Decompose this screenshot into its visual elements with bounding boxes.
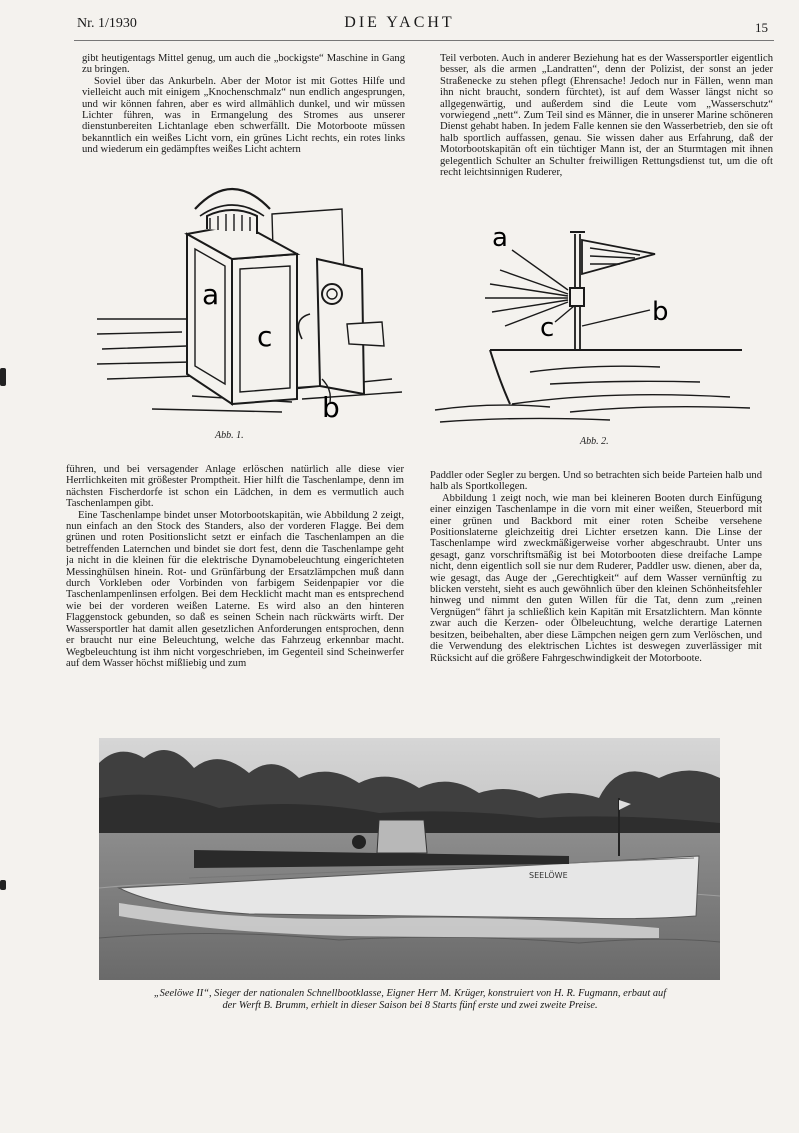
header-rule	[74, 40, 774, 41]
paragraph: Abbildung 1 zeigt noch, wie man bei kleineren Booten durch Einfügung einer einzigen Taschenlampe in die vorn mit einer weißen, Steuerbord mit einer grünen und Backbord mit einer roten Scheibe versehene Positionslaterne gleichzeitig drei Lichter ersetzen kann. Die Linse der Taschenlampe wird zweckmäßigerweise vorher abgeschraubt. Unter uns gesagt, ganz vorschriftsmäßig ist bei Motorbooten diese dreifache Lampe nicht, denn eigentlich soll sie nur dem Ruderer, Paddler usw. dienen, aber da, wie gesagt, das Auge der „Gerechtigkeit“ auf dem Wasser vernünftig zu blicken versteht, sieht es auch gewöhnlich über den kleinen Schönheitsfehler hinweg und nimmt den guten Willen für die Tat, denn zum „reinen Vergnügen“ fährt ja schließlich kein Kapitän mit Ersatzlichtern. Man könnte zwar auch die Kerzen- oder Ölbeleuchtung, welche derartige Laternen besitzen, beibehalten, aber diese Lämpchen neigen gern zum Verlöschen, und die Verwendung des elektrischen Lichtes ist deswegen zuverlässiger mit Rücksicht auf die größere Fahrgeschwindigkeit der Motorboote.	[430, 492, 762, 664]
motorboat-photo	[99, 738, 720, 980]
paragraph: gibt heutigentags Mittel genug, um auch die „bockigste“ Maschine in Gang zu bringen.	[82, 53, 405, 76]
figure-2-label-b: b	[652, 297, 669, 327]
bottom-right-column	[430, 470, 762, 700]
figure-2-label-c: c	[540, 313, 555, 343]
figure-1-caption: Abb. 1.	[215, 430, 244, 441]
binding-hole-mark	[0, 880, 6, 890]
journal-title: DIE YACHT	[344, 14, 455, 31]
photo-caption	[90, 988, 730, 1012]
paragraph: Paddler oder Segler zu bergen. Und so betrachten sich beide Parteien halb und halb als Sportkollegen.	[430, 470, 762, 493]
photo-caption-line-1: „Seelöwe II“, Sieger der nationalen Schnellbootklasse, Eigner Herr M. Krüger, konstruiert von H. R. Fugmann, erbaut auf	[153, 988, 667, 999]
figure-1-label-b: b	[322, 391, 340, 424]
issue-number: Nr. 1/1930	[77, 16, 137, 31]
paragraph: Eine Taschenlampe bindet unser Motorbootskapitän, wie Abbildung 2 zeigt, nun einfach an den Stock des Standers, also der vorderen Flagge. Bei dem grünen und roten Positionslicht setzt er einfach die Taschenlampen an die betreffenden Laternchen und bindet sie dort fest, denn die Taschenlampe geht ja nicht in die kleinen für die elektrische Dynamobeleuchtung eingerichteten Messinghülsen hinein. Rot- und Grünfärbung der Ersatzlämpchen muß dann durch Vorkleben oder Vorbinden von farbigem Seidenpapier vor die Taschenlampenlinsen erfolgen. Bei dem Hecklicht macht man es entsprechend wie bei der vorderen weißen Laterne. Es wird also an den hinteren Flaggenstock gebunden, so daß es seinen Schein nach rückwärts wirft. Der Wassersportler hat damit allen gesetzlichen Anforderungen entsprochen, denn er braucht nur eine Beleuchtung, welche das Fahrzeug erkennbar macht. Wegbeleuchtung ist ihm nicht vorgeschrieben, im Gegenteil sind Scheinwerfer auf dem Wasser höchst mißliebig und zum	[66, 509, 404, 669]
motorboat-photo-illustration	[99, 738, 720, 980]
top-right-column	[440, 53, 773, 203]
paragraph: Teil verboten. Auch in anderer Beziehung hat es der Wassersportler eigentlich besser, als die armen „Landratten“, denn der Polizist, der sonst an jeder Straßenecke zu stehen pflegt (Ehrensache! Jedoch nur in Fällen, wenn man ihn nicht braucht, sondern fürchtet), ist auf dem Wasser längst nicht so allgegenwärtig, und außerdem sind die Leute vom „Wasserschutz“ vorwiegend „nett“. Zum Teil sind es Männer, die in unserer Marine schöneren Dienst gehabt haben. In jedem Falle kennen sie den Wasserbetrieb, den sie oft halb sportlich auffassen, genau. Sie wissen daher aus Erfahrung, daß der Motorbootskapitän oft ein tüchtiger Mann ist, der an Sturmtagen mit ihnen gelegentlich Schulter an Schulter freiwilligen Rettungsdienst tut, um die oft recht leichtsinnigen Ruderer,	[440, 53, 773, 179]
top-left-column	[82, 53, 405, 173]
page-number: 15	[755, 20, 768, 35]
figure-1-label-a: a	[202, 278, 220, 311]
binding-hole-mark	[0, 368, 6, 386]
figure-1-lantern-drawing	[92, 174, 422, 424]
bottom-left-column	[66, 464, 404, 700]
figure-2-caption: Abb. 2.	[580, 436, 609, 447]
boat-name: SEELÖWE	[529, 871, 568, 880]
photo-caption-line-2: der Werft B. Brumm, erhielt in dieser Saison bei 8 Starts fünf erste und zwei zweite Preise.	[222, 1000, 598, 1011]
figure-1-label-c: c	[257, 320, 273, 353]
paragraph: führen, und bei versagender Anlage erlöschen natürlich alle diese vier Herrlichkeiten mit größester Promptheit. Hier hilft die Taschenlampe, denn im nächsten Fischerdorfe ist schon ein Lädchen, in dem es vermutlich auch Taschenlampen gibt.	[66, 464, 404, 510]
paragraph: Soviel über das Ankurbeln. Aber der Motor ist mit Gottes Hilfe und vielleicht auch mit einigem „Knochenschmalz“ nun endlich angesprungen, und wir können fahren, aber es wird allmählich dunkel, und wir müssen Lichter führen, was in Ermangelung des Stromes aus unserer dienstunbereiten Lichtanlage eben schwerfällt. Die Motorboote müssen bekanntlich ein weißes Licht vorn, ein grünes Licht rechts, ein rotes links und wiederum ein gedämpftes weißes Licht achtern	[82, 75, 405, 156]
figure-2-flagstaff-drawing	[430, 222, 760, 430]
figure-2-label-a: a	[492, 223, 508, 253]
